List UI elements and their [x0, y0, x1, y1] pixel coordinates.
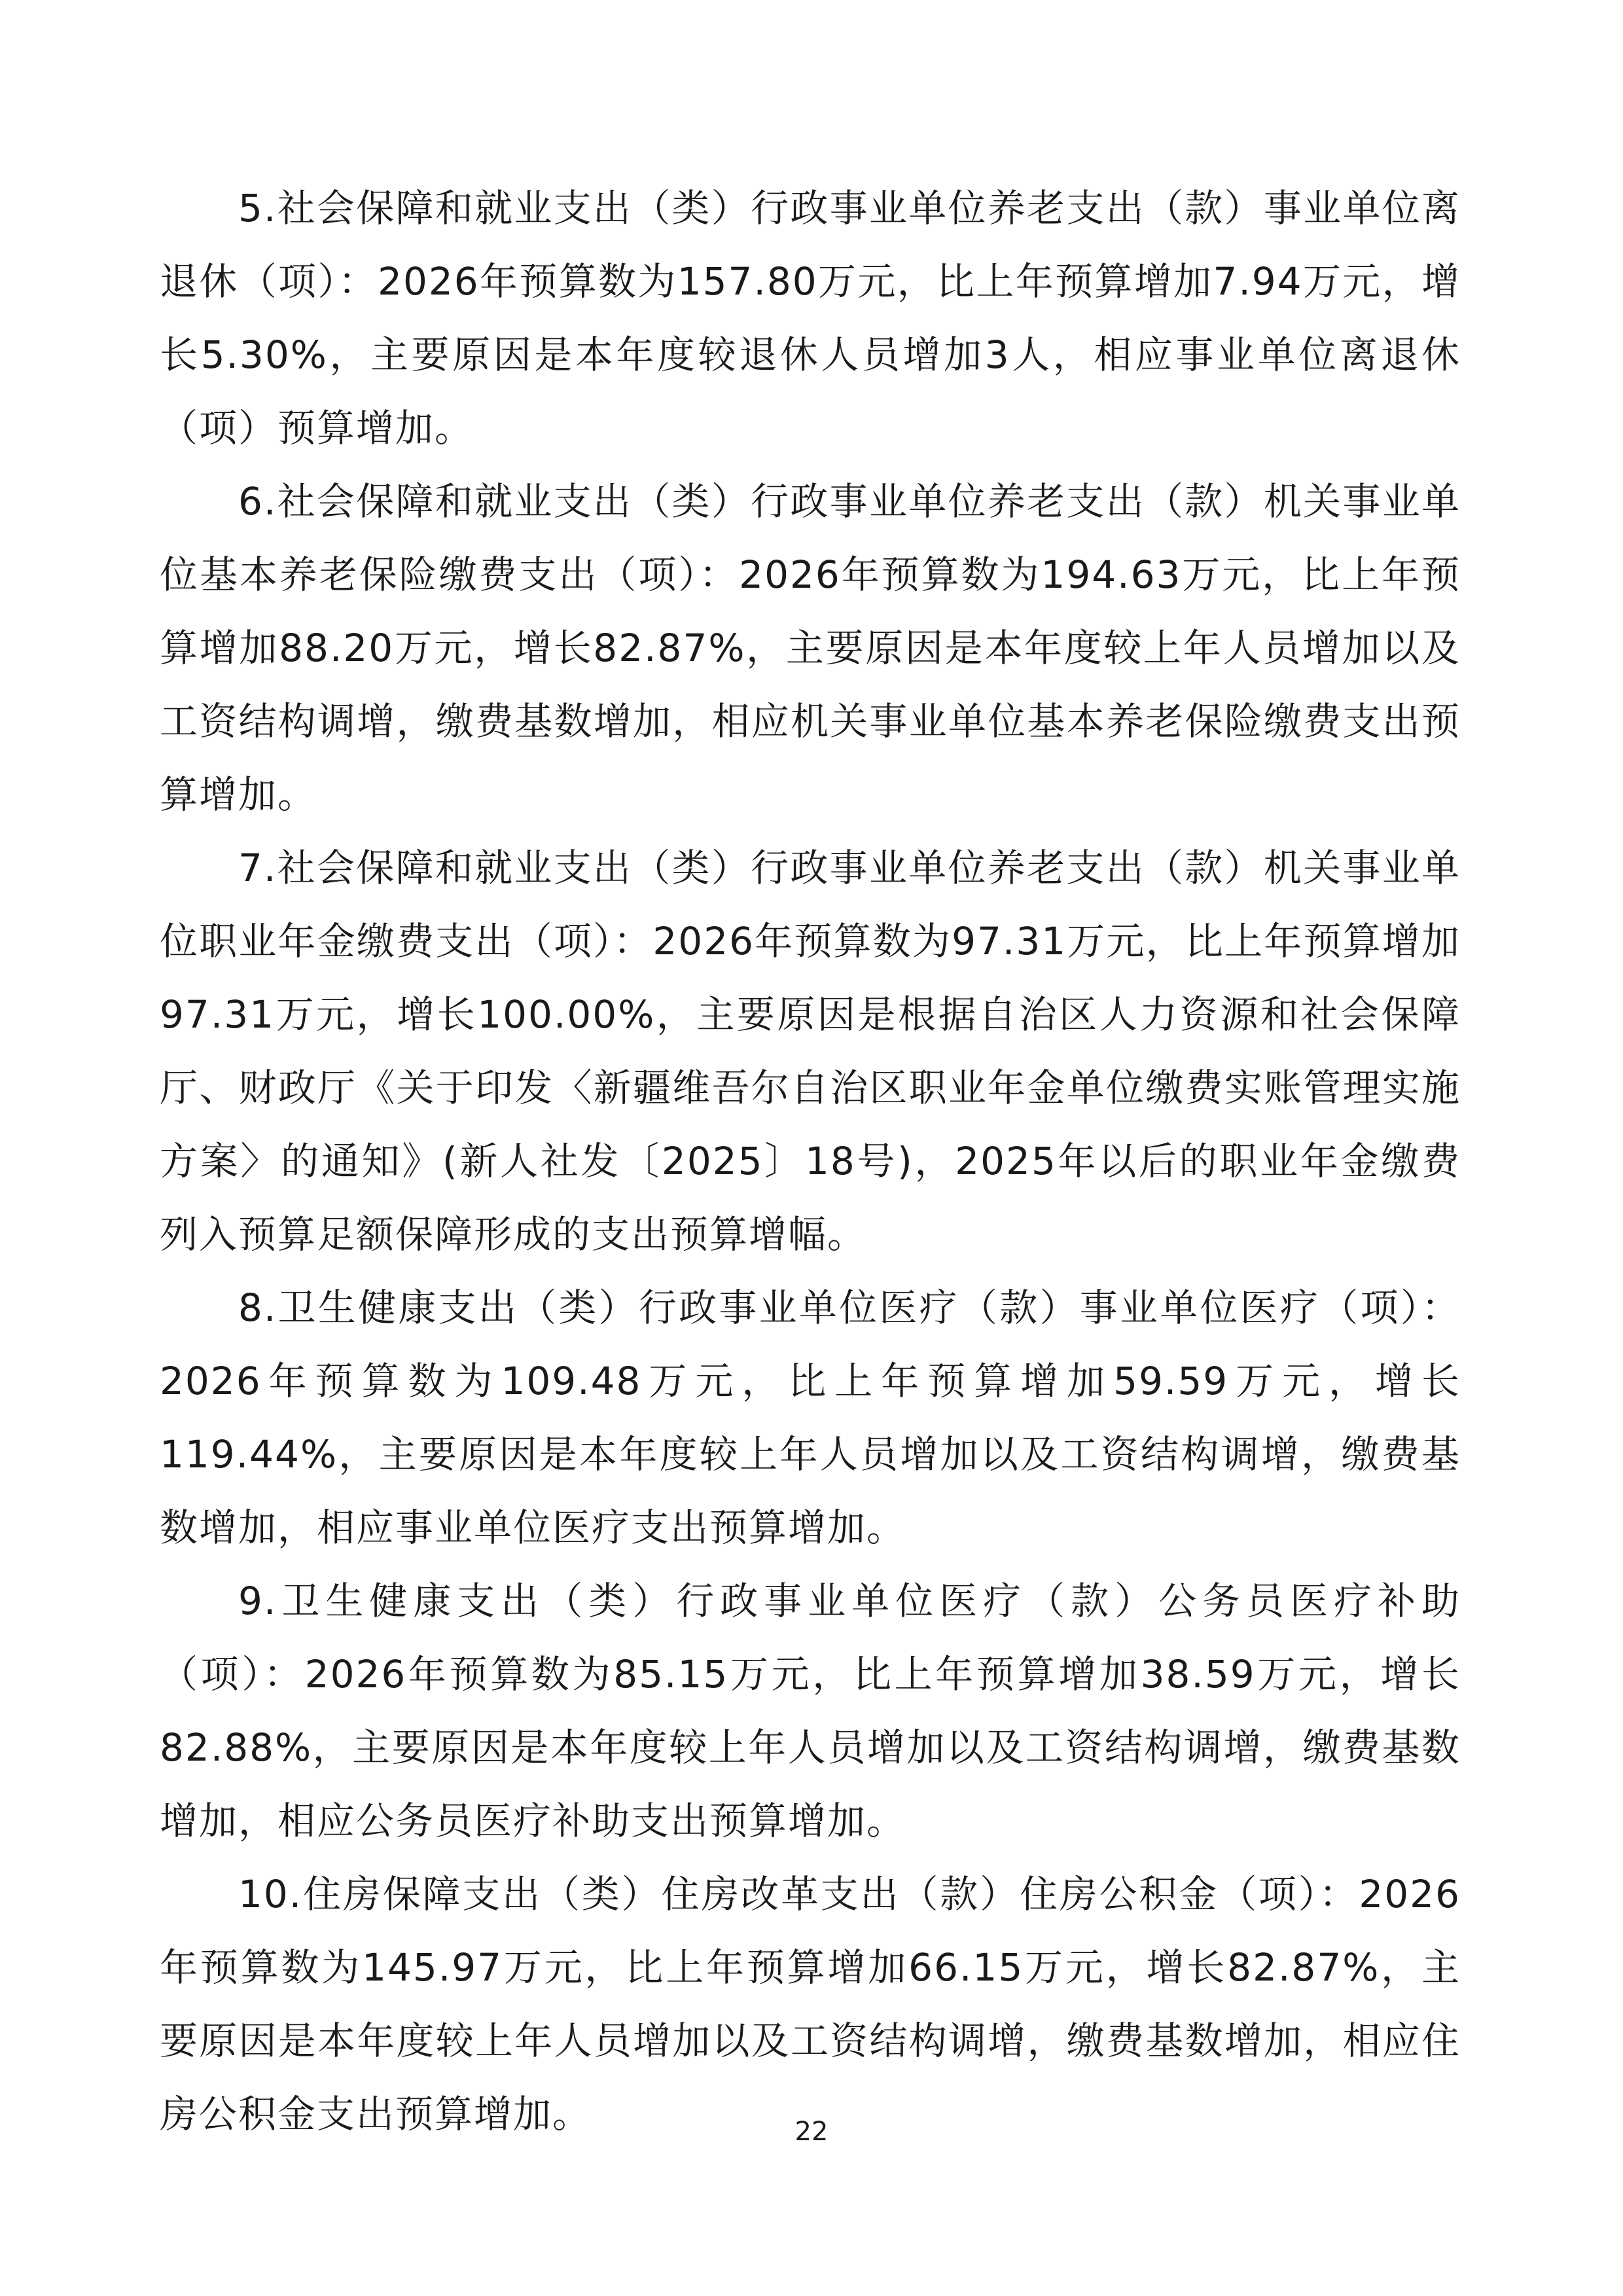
paragraph-item-7: 7.社会保障和就业支出（类）行政事业单位养老支出（款）机关事业单位职业年金缴费支出（项）：2026年预算数为97.31万元，比上年预算增加97.31万元，增长100.00%，主要原因是根据自治区人力资源和社会保障厅、财政厅《关于印发〈新疆维吾尔自治区职业年金单位缴费实账管理实施方案〉的通知》(新人社发〔2025〕18号)，2025年以后的职业年金缴费列入预算足额保障形成的支出预算增幅。 [160, 846, 1461, 1257]
document-body [160, 171, 1461, 2151]
paragraph-item-8: 8.卫生健康支出（类）行政事业单位医疗（款）事业单位医疗（项）：2026年预算数为109.48万元，比上年预算增加59.59万元，增长119.44%，主要原因是本年度较上年人员增加以及工资结构调增，缴费基数增加，相应事业单位医疗支出预算增加。 [160, 1285, 1461, 1550]
paragraph-item-10: 10.住房保障支出（类）住房改革支出（款）住房公积金（项）：2026年预算数为145.97万元，比上年预算增加66.15万元，增长82.87%，主要原因是本年度较上年人员增加以及工资结构调增，缴费基数增加，相应住房公积金支出预算增加。 [160, 1872, 1461, 2136]
paragraph-item-5: 5.社会保障和就业支出（类）行政事业单位养老支出（款）事业单位离退休（项）：2026年预算数为157.80万元，比上年预算增加7.94万元，增长5.30%，主要原因是本年度较退休人员增加3人，相应事业单位离退休（项）预算增加。 [160, 186, 1461, 450]
paragraph-item-9: 9.卫生健康支出（类）行政事业单位医疗（款）公务员医疗补助（项）：2026年预算数为85.15万元，比上年预算增加38.59万元，增长82.88%，主要原因是本年度较上年人员增加以及工资结构调增，缴费基数增加，相应公务员医疗补助支出预算增加。 [160, 1579, 1461, 1843]
page-number: 22 [794, 2117, 829, 2147]
paragraph-item-6: 6.社会保障和就业支出（类）行政事业单位养老支出（款）机关事业单位基本养老保险缴费支出（项）：2026年预算数为194.63万元，比上年预算增加88.20万元，增长82.87%，主要原因是本年度较上年人员增加以及工资结构调增，缴费基数增加，相应机关事业单位基本养老保险缴费支出预算增加。 [160, 479, 1461, 817]
